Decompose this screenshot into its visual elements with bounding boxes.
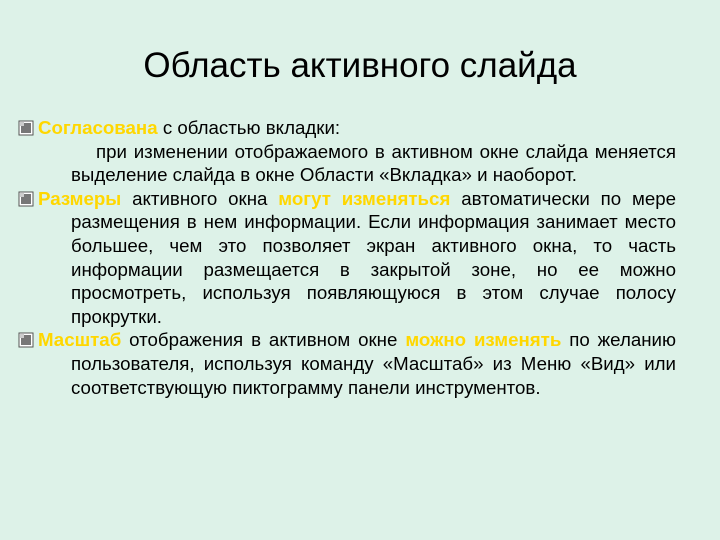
bullet-highlight: Масштаб [38,329,122,351]
bullet-text: отображения в активном окне [121,329,406,351]
bullet-highlight: Размеры [38,187,122,209]
bullet-highlight: Согласована [38,117,158,138]
bullet-item [18,328,676,399]
bullet-text: по желанию пользователя, используя команду «Масштаб» из Меню «Вид» или соответствующую пиктограмму панели инструментов. [71,329,677,398]
checkbox-bullet-icon [18,332,34,348]
bullet-text: активного окна [121,187,279,209]
bullet-highlight-secondary: можно изменять [405,329,562,351]
checkbox-bullet-icon [18,120,34,136]
slide-content [18,116,676,399]
slide-title: Область активного слайда [143,46,577,85]
bullet-text: с областью вкладки: [157,117,341,138]
bullet-text: автоматически по мере размещения в нем информации. Если информация занимает место большее, чем это позволяет экран активного окна, то часть информации размещается в закрытой зоне, но ее можно просмотреть, используя появляющуюся в этом случае полосу прокрутки. [71,187,676,327]
checkbox-bullet-icon [18,191,34,207]
bullet-item [18,116,676,187]
bullet-highlight-secondary: могут изменяться [278,187,451,209]
bullet-item [18,187,676,329]
bullet-continuation: при изменении отображаемого в активном окне слайда меняется выделение слайда в окне Области «Вкладка» и наоборот. [71,140,676,186]
